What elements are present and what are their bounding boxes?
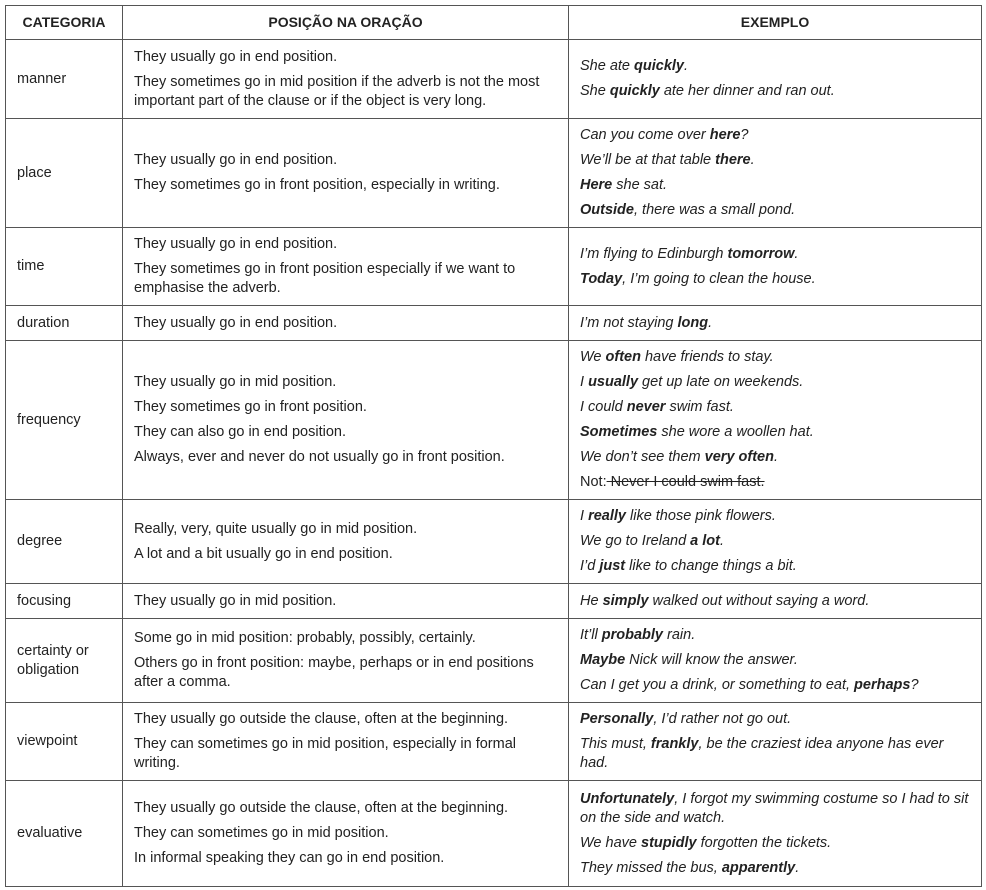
example-line	[580, 834, 970, 853]
table-row	[6, 119, 982, 228]
example-line	[580, 448, 970, 467]
position-line: A lot and a bit usually go in end position.	[134, 545, 393, 562]
position-line: They sometimes go in front position.	[134, 399, 367, 415]
example-adverb: just	[599, 558, 626, 574]
example-text: rain.	[662, 627, 696, 643]
position-line: They can sometimes go in mid position, especially in formal writing.	[134, 736, 516, 771]
table-row	[6, 500, 982, 584]
position-cell	[123, 228, 569, 306]
example-line	[580, 176, 970, 195]
category-cell: duration	[6, 306, 123, 341]
example-text: swim fast.	[665, 399, 734, 415]
example-text: she wore a woollen hat.	[657, 424, 814, 440]
example-line	[580, 314, 970, 333]
example-adverb: perhaps	[854, 677, 911, 693]
example-adverb: Sometimes	[580, 424, 658, 440]
table-row	[6, 306, 982, 341]
example-text: forgotten the tickets.	[696, 834, 832, 851]
example-adverb: Today	[580, 270, 623, 287]
example-text: I	[580, 508, 589, 524]
position-line: They sometimes go in mid position if the adverb is not the most important part of the clause or if the object is very long.	[134, 73, 540, 109]
not-label: Not:	[580, 474, 607, 490]
position-cell	[123, 619, 569, 703]
position-line: Some go in mid position: probably, possibly, certainly.	[134, 630, 476, 646]
example-line	[580, 57, 970, 76]
example-adverb: really	[588, 508, 626, 524]
example-line	[580, 735, 970, 773]
example-text: , I’m going to clean the house.	[622, 270, 816, 287]
table-row	[6, 584, 982, 619]
category-cell: place	[6, 119, 123, 228]
category-cell: time	[6, 228, 123, 306]
example-text: We don’t see them	[580, 449, 705, 465]
position-line: They usually go in end position.	[134, 48, 338, 65]
example-text: , there was a small pond.	[633, 202, 796, 218]
example-text: .	[795, 859, 800, 876]
example-text: like those pink flowers.	[625, 508, 776, 524]
example-text: ?	[910, 677, 919, 693]
example-text: I’m flying to Edinburgh	[580, 245, 728, 262]
example-text: This must,	[580, 736, 651, 752]
position-cell	[123, 781, 569, 887]
example-adverb: quickly	[609, 83, 660, 99]
example-line	[580, 126, 970, 145]
example-adverb: Personally	[580, 711, 654, 727]
position-cell	[123, 500, 569, 584]
example-cell	[569, 228, 982, 306]
example-adverb: very often	[704, 449, 774, 465]
position-line: They usually go in mid position.	[134, 374, 337, 390]
position-cell	[123, 119, 569, 228]
example-cell	[569, 584, 982, 619]
example-line	[580, 270, 970, 289]
example-line	[580, 398, 970, 417]
example-cell	[569, 306, 982, 341]
example-line	[580, 201, 970, 220]
example-adverb: there	[715, 152, 751, 168]
example-text: walked out without saying a word.	[648, 592, 870, 609]
example-line	[580, 592, 970, 611]
example-text: .	[708, 314, 713, 331]
example-line	[580, 473, 970, 492]
example-text: It’ll	[580, 627, 602, 643]
position-line: They usually go in end position.	[134, 236, 338, 252]
example-cell	[569, 703, 982, 781]
example-adverb: simply	[602, 592, 649, 609]
example-text: .	[750, 152, 755, 168]
position-cell	[123, 703, 569, 781]
example-adverb: Maybe	[580, 652, 626, 668]
example-text: like to change things a bit.	[625, 558, 797, 574]
category-cell: evaluative	[6, 781, 123, 887]
example-text: ate her dinner and ran out.	[659, 83, 835, 99]
example-cell	[569, 781, 982, 887]
example-text: .	[794, 245, 799, 262]
example-adverb: tomorrow	[727, 245, 795, 262]
example-line	[580, 245, 970, 264]
example-line	[580, 651, 970, 670]
header-categoria: CATEGORIA	[6, 6, 123, 40]
example-cell	[569, 500, 982, 584]
example-text: .	[773, 449, 779, 465]
table-row	[6, 228, 982, 306]
example-text: .	[719, 533, 725, 549]
header-posicao: POSIÇÃO NA ORAÇÃO	[123, 6, 569, 40]
position-cell	[123, 40, 569, 119]
position-cell	[123, 306, 569, 341]
example-line	[580, 626, 970, 645]
position-line: They sometimes go in front position especially if we want to emphasise the adverb.	[134, 261, 516, 296]
adverb-position-table	[5, 5, 982, 887]
example-text: ?	[740, 127, 749, 143]
example-adverb: usually	[588, 374, 639, 390]
table-row	[6, 40, 982, 119]
example-cell	[569, 119, 982, 228]
example-text: get up late on weekends.	[638, 374, 804, 390]
example-text: , be the craziest idea anyone has ever had.	[580, 736, 944, 771]
example-cell	[569, 40, 982, 119]
position-line: Others go in front position: maybe, perhaps or in end positions after a comma.	[134, 655, 534, 690]
incorrect-example: Never I could swim fast.	[606, 474, 765, 490]
example-line	[580, 532, 970, 551]
example-line	[580, 710, 970, 729]
example-text: .	[683, 58, 689, 74]
example-text: She	[580, 83, 610, 99]
example-adverb: here	[709, 127, 741, 143]
example-line	[580, 557, 970, 576]
table-row	[6, 341, 982, 500]
example-adverb: quickly	[634, 58, 684, 74]
example-adverb: stupidly	[641, 834, 697, 851]
example-line	[580, 859, 970, 878]
position-line: They usually go in mid position.	[134, 592, 337, 609]
example-line	[580, 790, 970, 828]
example-text: She ate	[580, 58, 635, 74]
category-cell: manner	[6, 40, 123, 119]
header-row	[6, 6, 982, 40]
example-text: He	[580, 592, 603, 609]
example-adverb: Unfortunately	[580, 790, 675, 807]
example-text: I	[580, 374, 589, 390]
example-text: Can I get you a drink, or something to eat,	[580, 677, 855, 693]
example-adverb: Here	[580, 177, 613, 193]
example-adverb: often	[605, 349, 641, 365]
position-line: Really, very, quite usually go in mid position.	[134, 520, 418, 537]
example-text: , I’d rather not go out.	[653, 711, 792, 727]
example-line	[580, 151, 970, 170]
example-text: We	[580, 349, 606, 365]
example-text: They missed the bus,	[580, 859, 722, 876]
position-line: They usually go in end position.	[134, 314, 338, 331]
category-cell: focusing	[6, 584, 123, 619]
position-line: They usually go outside the clause, often at the beginning.	[134, 711, 509, 727]
example-line	[580, 423, 970, 442]
example-line	[580, 676, 970, 695]
example-text: We’ll be at that table	[580, 152, 716, 168]
example-cell	[569, 341, 982, 500]
example-line	[580, 348, 970, 367]
example-text: I’d	[580, 558, 600, 574]
example-line	[580, 507, 970, 526]
position-line: Always, ever and never do not usually go in front position.	[134, 449, 505, 465]
example-text: We have	[580, 834, 641, 851]
position-line: They can sometimes go in mid position.	[134, 825, 389, 841]
example-adverb: probably	[601, 627, 663, 643]
example-adverb: long	[677, 314, 709, 331]
example-adverb: Outside	[580, 202, 634, 218]
example-text: have friends to stay.	[640, 349, 774, 365]
example-adverb: never	[626, 399, 666, 415]
header-exemplo: EXEMPLO	[569, 6, 982, 40]
table-row	[6, 619, 982, 703]
example-line	[580, 82, 970, 101]
table-row	[6, 781, 982, 887]
table-row	[6, 703, 982, 781]
category-cell: degree	[6, 500, 123, 584]
category-cell: certainty or obligation	[6, 619, 123, 703]
example-text: , I forgot my swimming costume so I had to sit on the side and watch.	[580, 790, 969, 826]
category-cell: viewpoint	[6, 703, 123, 781]
position-cell	[123, 341, 569, 500]
position-line: They can also go in end position.	[134, 424, 346, 440]
example-text: I’m not staying	[580, 314, 678, 331]
example-cell	[569, 619, 982, 703]
example-adverb: apparently	[721, 859, 796, 876]
example-text: Nick will know the answer.	[625, 652, 798, 668]
example-text: I could	[580, 399, 627, 415]
position-line: They usually go in end position.	[134, 152, 338, 168]
position-line: They sometimes go in front position, especially in writing.	[134, 177, 500, 193]
position-line: In informal speaking they can go in end position.	[134, 850, 445, 866]
example-text: Can you come over	[580, 127, 710, 143]
position-cell	[123, 584, 569, 619]
example-adverb: a lot	[690, 533, 720, 549]
example-adverb: frankly	[650, 736, 699, 752]
category-cell: frequency	[6, 341, 123, 500]
example-text: We go to Ireland	[580, 533, 691, 549]
position-line: They usually go outside the clause, often at the beginning.	[134, 800, 509, 816]
example-text: she sat.	[612, 177, 668, 193]
example-line	[580, 373, 970, 392]
